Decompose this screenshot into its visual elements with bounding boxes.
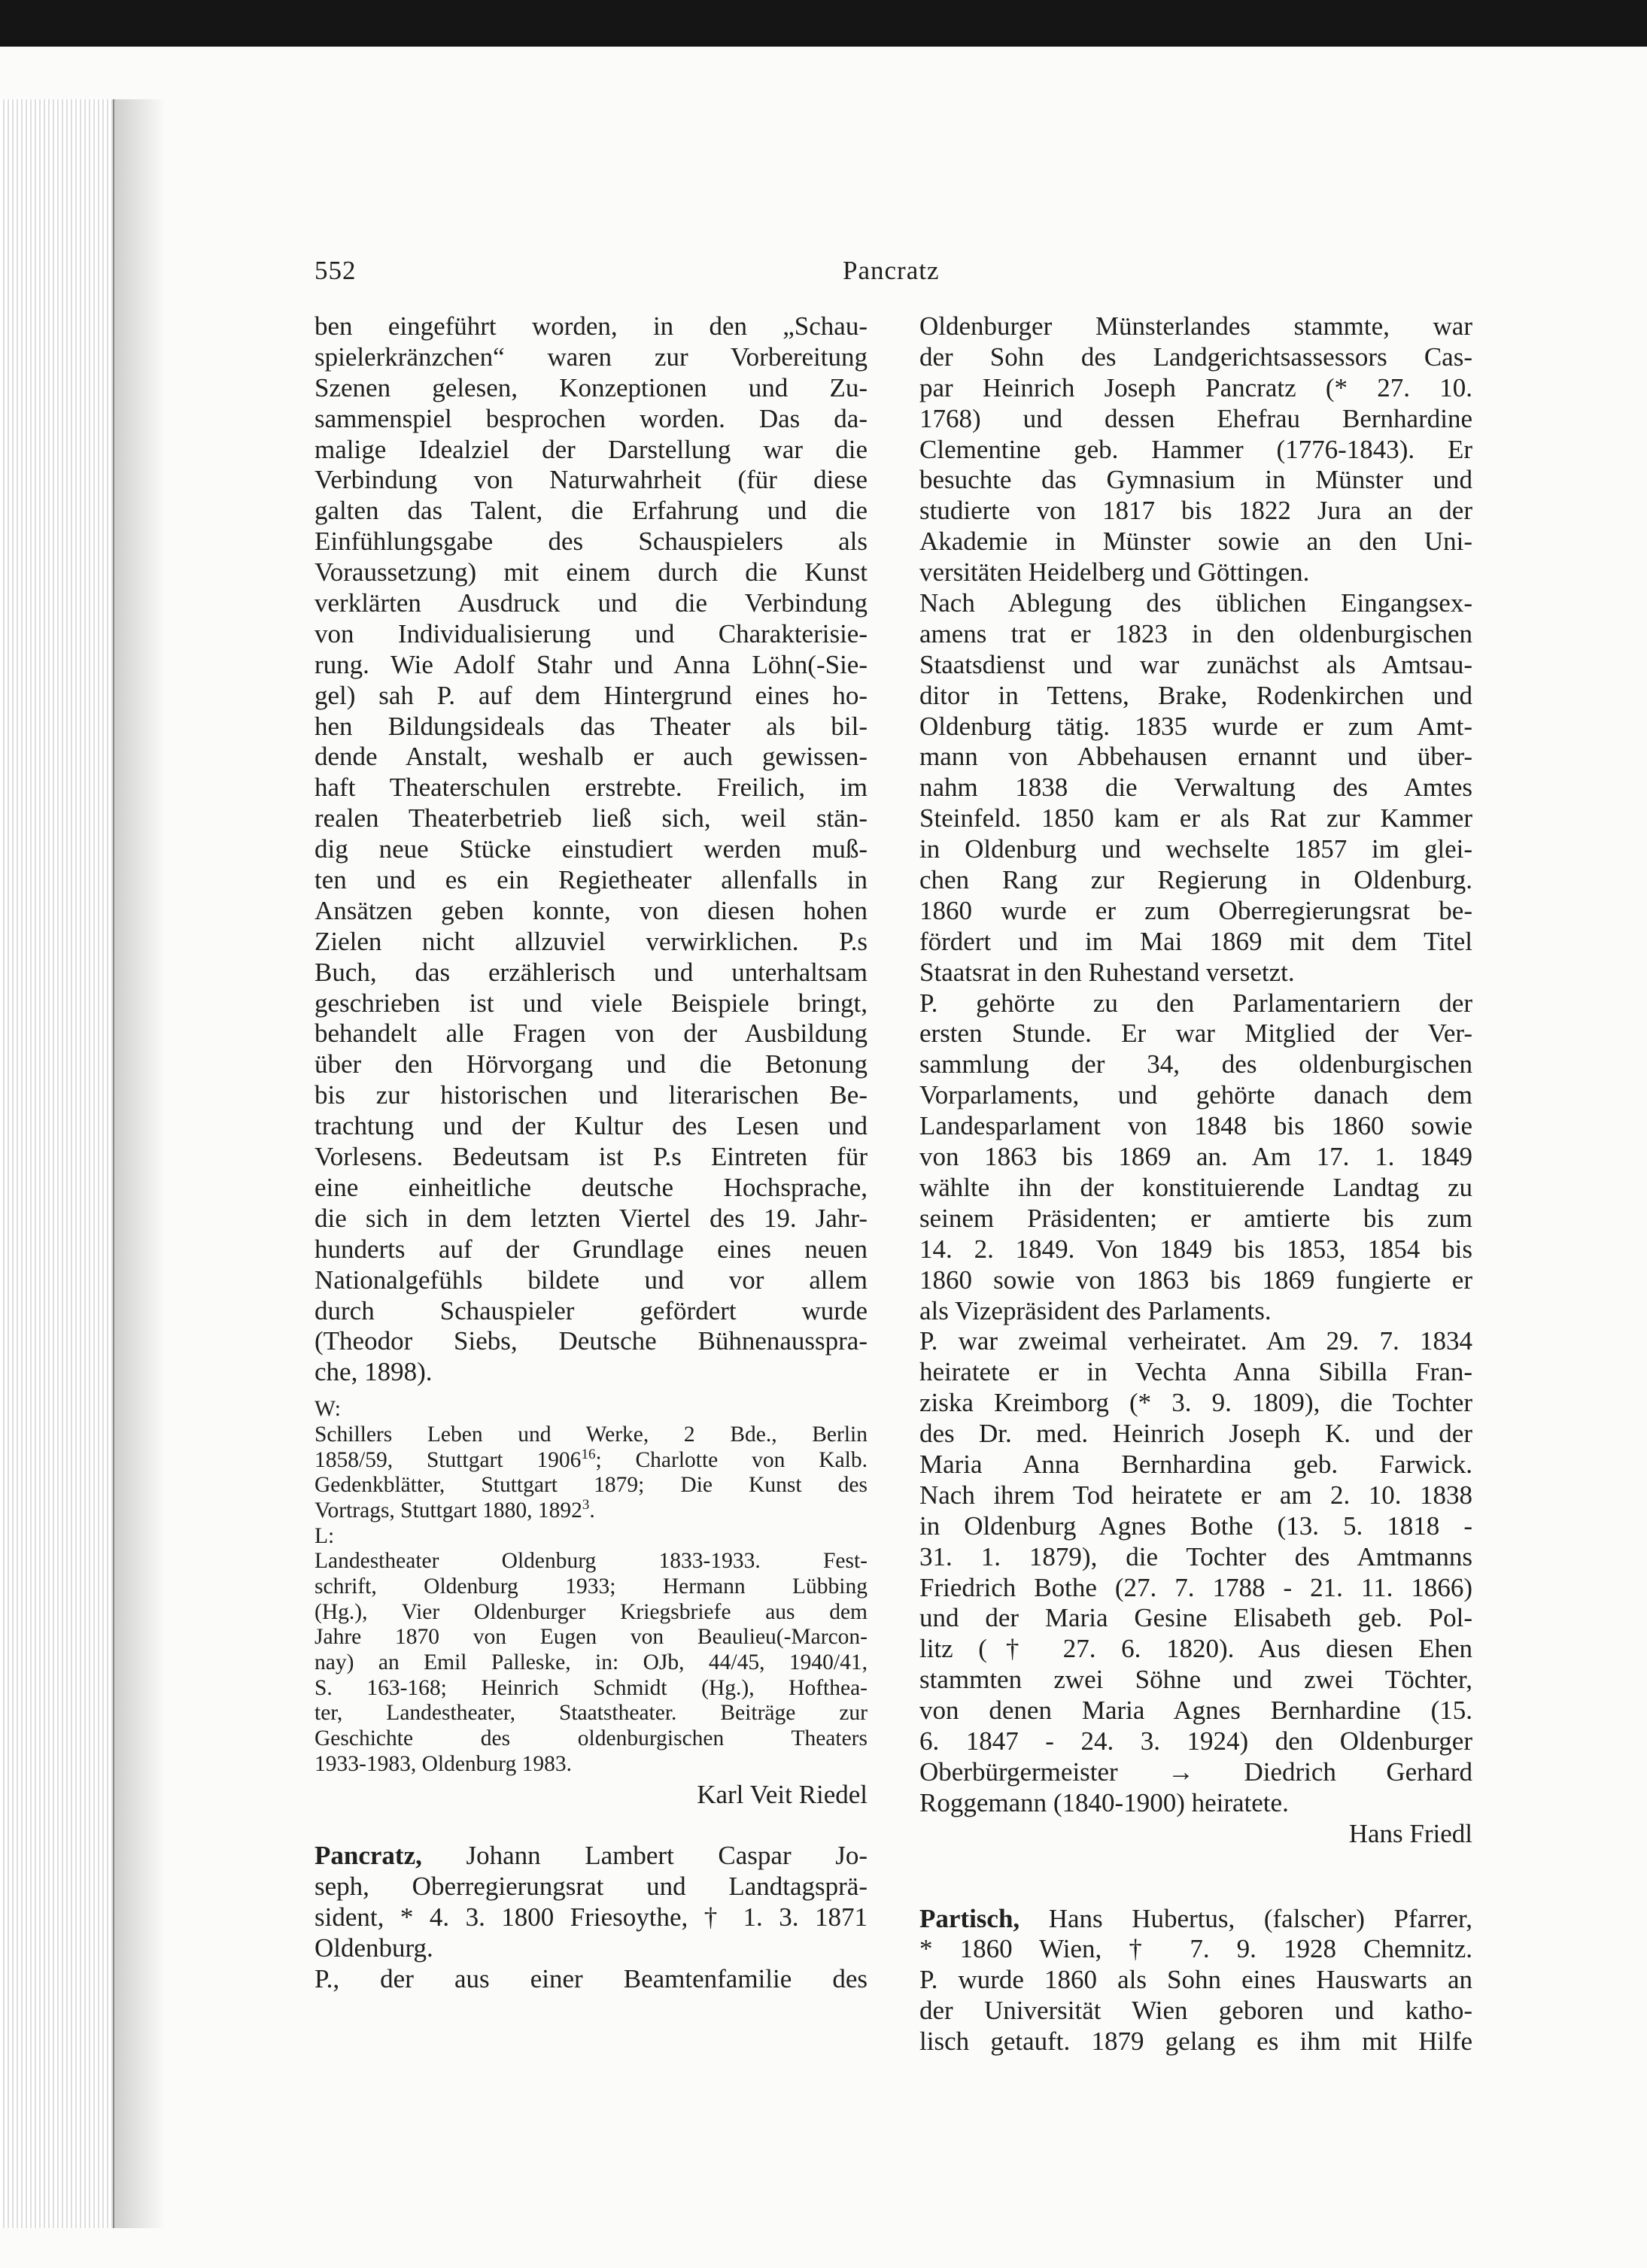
text-line: ziska Kreimborg (* 3. 9. 1809), die Tochter (919, 1388, 1472, 1418)
entry-partisch-text (919, 1934, 1472, 2057)
text-line: Oldenburger Münsterlandes stammte, war (919, 311, 1472, 341)
text-line: fördert und im Mai 1869 mit dem Titel (919, 926, 1472, 956)
text-line: spielerkränzchen“ waren zur Vorbereitung (315, 342, 868, 372)
text-line: eine einheitliche deutsche Hochsprache, (315, 1172, 868, 1202)
text-line: die sich in dem letzten Viertel des 19. Jahr- (315, 1203, 868, 1233)
text-line: 31. 1. 1879), die Tochter des Amtmanns (919, 1541, 1472, 1571)
text-line: über den Hörvorgang und die Betonung (315, 1049, 868, 1079)
text-line: Staatsrat in den Ruhestand versetzt. (919, 957, 1295, 987)
text-line: besuchte das Gymnasium in Münster und (919, 465, 1472, 495)
text-line: dende Anstalt, weshalb er auch gewissen- (315, 742, 868, 772)
text-line: der Universität Wien geboren und katho- (919, 1996, 1472, 2026)
text-line: P. gehörte zu den Parlamentariern der (919, 988, 1472, 1018)
text-line: 1933-1983, Oldenburg 1983. (315, 1751, 572, 1776)
text-line: dig neue Stücke einstudiert werden muß- (315, 834, 868, 864)
text-line: ditor in Tettens, Brake, Rodenkirchen und (919, 680, 1472, 710)
text-line: hen Bildungsideals das Theater als bil- (315, 711, 868, 741)
text-line: * 1860 Wien, † 7. 9. 1928 Chemnitz. (919, 1934, 1472, 1964)
text-line: von denen Maria Agnes Bernhardine (15. (919, 1696, 1472, 1726)
text-line: Roggemann (1840-1900) heiratete. (919, 1787, 1289, 1817)
text-line: (Hg.), Vier Oldenburger Kriegsbriefe aus dem (315, 1599, 868, 1624)
text-line: (Theodor Siebs, Deutsche Bühnenausspra- (315, 1326, 868, 1356)
literature-label: L: (315, 1523, 335, 1548)
text-line: Nach ihrem Tod heiratete er am 2. 10. 1838 (919, 1480, 1472, 1510)
works-line (315, 1473, 868, 1498)
text-line: der Sohn des Landgerichtsassessors Cas- (919, 342, 1472, 372)
text-line: sammlung der 34, des oldenburgischen (919, 1049, 1472, 1079)
works-line (315, 1498, 868, 1524)
left-body-text (315, 311, 868, 1388)
text-line: seph, Oberregierungsrat und Landtagsprä- (315, 1872, 868, 1902)
text-line: amens trat er 1823 in den oldenburgischen (919, 618, 1472, 648)
text-line: von 1863 bis 1869 an. Am 17. 1. 1849 (919, 1142, 1472, 1172)
gutter-shadow (113, 99, 166, 2228)
text-line: Zielen nicht allzuviel verwirklichen. P.s (315, 926, 868, 956)
author-signature: Hans Friedl (1348, 1818, 1472, 1848)
works-label: W: (315, 1397, 341, 1422)
text-line: Staatsdienst und war zunächst als Amtsau- (919, 649, 1472, 679)
text-line: schrift, Oldenburg 1933; Hermann Lübbing (315, 1574, 868, 1599)
works-line-text: Gedenkblätter, Stuttgart 1879; Die Kunst des (315, 1473, 868, 1498)
text-line: Steinfeld. 1850 kam er als Rat zur Kammer (919, 803, 1472, 833)
text-line: 14. 2. 1849. Von 1849 bis 1853, 1854 bis (919, 1234, 1472, 1264)
text-line: seinem Präsidenten; er amtierte bis zum (919, 1203, 1472, 1233)
text-line: mann von Abbehausen ernannt und über- (919, 742, 1472, 772)
text-line: haft Theaterschulen erstrebte. Freilich, im (315, 773, 868, 803)
text-line: versitäten Heidelberg und Göttingen. (919, 557, 1310, 587)
running-header: Pancratz (843, 256, 940, 285)
right-column (919, 311, 1472, 2057)
text-line: sident, * 4. 3. 1800 Friesoythe, † 1. 3. 1871 (315, 1902, 868, 1933)
text-line: hunderts auf der Grundlage eines neuen (315, 1234, 868, 1264)
text-line: nahm 1838 die Verwaltung des Amtes (919, 773, 1472, 803)
text-line: 1860 wurde er zum Oberregierungsrat be- (919, 895, 1472, 925)
text-line: Akademie in Münster sowie an den Uni- (919, 527, 1472, 557)
text-line: Voraussetzung) mit einem durch die Kunst (315, 557, 868, 587)
text-line: Nationalgefühls bildete und vor allem (315, 1265, 868, 1295)
text-line: ersten Stunde. Er war Mitglied der Ver- (919, 1019, 1472, 1049)
text-line: lisch getauft. 1879 gelang es ihm mit Hilfe (919, 2027, 1472, 2057)
text-line: galten das Talent, die Erfahrung und die (315, 496, 868, 526)
text-line: realen Theaterbetrieb ließ sich, weil stän- (315, 803, 868, 833)
text-line: Geschichte des oldenburgischen Theaters (315, 1726, 868, 1751)
text-line: P. wurde 1860 als Sohn eines Hauswarts an (919, 1965, 1472, 1995)
text-line: studierte von 1817 bis 1822 Jura an der (919, 496, 1472, 526)
text-line: in Oldenburg Agnes Bothe (13. 5. 1818 - (919, 1510, 1472, 1541)
entry-separator (919, 1850, 1472, 1904)
works-line-text: Vortrags, Stuttgart 1880, 1892 (315, 1498, 582, 1523)
text-line: chen Rang zur Regierung in Oldenburg. (919, 865, 1472, 895)
works-line-text: Schillers Leben und Werke, 2 Bde., Berlin (315, 1422, 868, 1447)
text-line: Vorlesens. Bedeutsam ist P.s Eintreten für (315, 1142, 868, 1172)
text-line: litz († 27. 6. 1820). Aus diesen Ehen (919, 1634, 1472, 1664)
text-line: nay) an Emil Palleske, in: OJb, 44/45, 1940/41, (315, 1650, 868, 1675)
text-line: gel) sah P. auf dem Hintergrund eines ho- (315, 680, 868, 710)
page-number: 552 (315, 256, 357, 285)
text-line: ben eingeführt worden, in den „Schau- (315, 311, 868, 341)
text-line: stammten zwei Söhne und zwei Töchter, (919, 1665, 1472, 1695)
text-line: Landestheater Oldenburg 1833-1933. Fest- (315, 1549, 868, 1574)
author-signature: Karl Veit Riedel (697, 1780, 868, 1810)
text-line: geschrieben ist und viele Beispiele bringt, (315, 988, 868, 1018)
text-line: bis zur historischen und literarischen Be- (315, 1080, 868, 1110)
works-line-text: 1858/59, Stuttgart 1906 (315, 1447, 582, 1472)
text-line: che, 1898). (315, 1357, 433, 1387)
entry-headline (315, 1841, 868, 1872)
text-line: rung. Wie Adolf Stahr und Anna Löhn(-Sie- (315, 649, 868, 679)
text-line: Jahre 1870 von Eugen von Beaulieu(-Marcon- (315, 1625, 868, 1650)
text-line: par Heinrich Joseph Pancratz (* 27. 10. (919, 372, 1472, 402)
entry-pancratz-text (315, 1872, 868, 1995)
text-line: Vorparlaments, und gehörte danach dem (919, 1080, 1472, 1110)
text-line: 1860 sowie von 1863 bis 1869 fungierte er (919, 1265, 1472, 1295)
text-line: Clementine geb. Hammer (1776-1843). Er (919, 434, 1472, 464)
text-line: von Individualisierung und Charakterisie- (315, 618, 868, 648)
page-edge-stack (0, 99, 114, 2228)
text-line: S. 163-168; Heinrich Schmidt (Hg.), Hofthea- (315, 1675, 868, 1700)
text-line: malige Idealziel der Darstellung war die (315, 434, 868, 464)
text-line: Buch, das erzählerisch und unterhaltsam (315, 957, 868, 987)
text-line: Ansätzen geben konnte, von diesen hohen (315, 895, 868, 925)
text-line: heiratete er in Vechta Anna Sibilla Fran- (919, 1357, 1472, 1387)
text-line: P. war zweimal verheiratet. Am 29. 7. 1834 (919, 1326, 1472, 1356)
text-line: Friedrich Bothe (27. 7. 1788 - 21. 11. 1866) (919, 1572, 1472, 1602)
entry-headline-text: Johann Lambert Caspar Jo- (421, 1841, 868, 1871)
text-line: trachtung und der Kultur des Lesen und (315, 1111, 868, 1141)
text-line: P., der aus einer Beamtenfamilie des (315, 1963, 868, 1993)
text-line: Szenen gelesen, Konzeptionen und Zu- (315, 372, 868, 402)
works-line-text: ; Charlotte von Kalb. (595, 1447, 868, 1472)
text-line: behandelt alle Fragen von der Ausbildung (315, 1019, 868, 1049)
text-line: ten und es ein Regietheater allenfalls in (315, 865, 868, 895)
text-line: des Dr. med. Heinrich Joseph K. und der (919, 1419, 1472, 1449)
right-body-text (919, 311, 1472, 1819)
text-line: Oldenburg. (315, 1933, 433, 1963)
entry-headline-text: Hans Hubertus, (falscher) Pfarrer, (1019, 1903, 1472, 1933)
book-page (0, 47, 1647, 2268)
entry-headline (919, 1904, 1472, 1935)
text-line: 6. 1847 - 24. 3. 1924) den Oldenburger (919, 1726, 1472, 1756)
text-line: 1768) und dessen Ehefrau Bernhardine (919, 403, 1472, 433)
entry-headword: Pancratz, (315, 1841, 422, 1871)
text-line: wählte ihn der konstituierende Landtag zu (919, 1172, 1472, 1202)
literature-list (315, 1549, 868, 1777)
works-line-text: . (589, 1498, 595, 1523)
edition-superscript: 16 (581, 1446, 596, 1462)
works-line (315, 1448, 868, 1474)
text-line: Nach Ablegung des üblichen Eingangsex- (919, 588, 1472, 618)
text-line: durch Schauspieler gefördert wurde (315, 1295, 868, 1325)
text-line: in Oldenburg und wechselte 1857 im glei- (919, 834, 1472, 864)
entry-headword: Partisch, (919, 1903, 1020, 1933)
text-line: Maria Anna Bernhardina geb. Farwick. (919, 1449, 1472, 1479)
text-line: Oberbürgermeister → Diedrich Gerhard (919, 1756, 1472, 1787)
text-line: Landesparlament von 1848 bis 1860 sowie (919, 1111, 1472, 1141)
works-line (315, 1422, 868, 1448)
entry-separator (315, 1811, 868, 1841)
works-list (315, 1422, 868, 1524)
text-line: Einfühlungsgabe des Schauspielers als (315, 527, 868, 557)
edition-superscript: 3 (582, 1497, 590, 1514)
text-line: ter, Landestheater, Staatstheater. Beiträge zur (315, 1701, 868, 1726)
text-line: verklärten Ausdruck und die Verbindung (315, 588, 868, 618)
left-column (315, 311, 868, 1995)
text-line: sammenspiel besprochen worden. Das da- (315, 403, 868, 433)
text-line: Verbindung von Naturwahrheit (für diese (315, 465, 868, 495)
text-line: als Vizepräsident des Parlaments. (919, 1295, 1272, 1325)
text-line: Oldenburg tätig. 1835 wurde er zum Amt- (919, 711, 1472, 741)
text-line: und der Maria Gesine Elisabeth geb. Pol- (919, 1603, 1472, 1633)
